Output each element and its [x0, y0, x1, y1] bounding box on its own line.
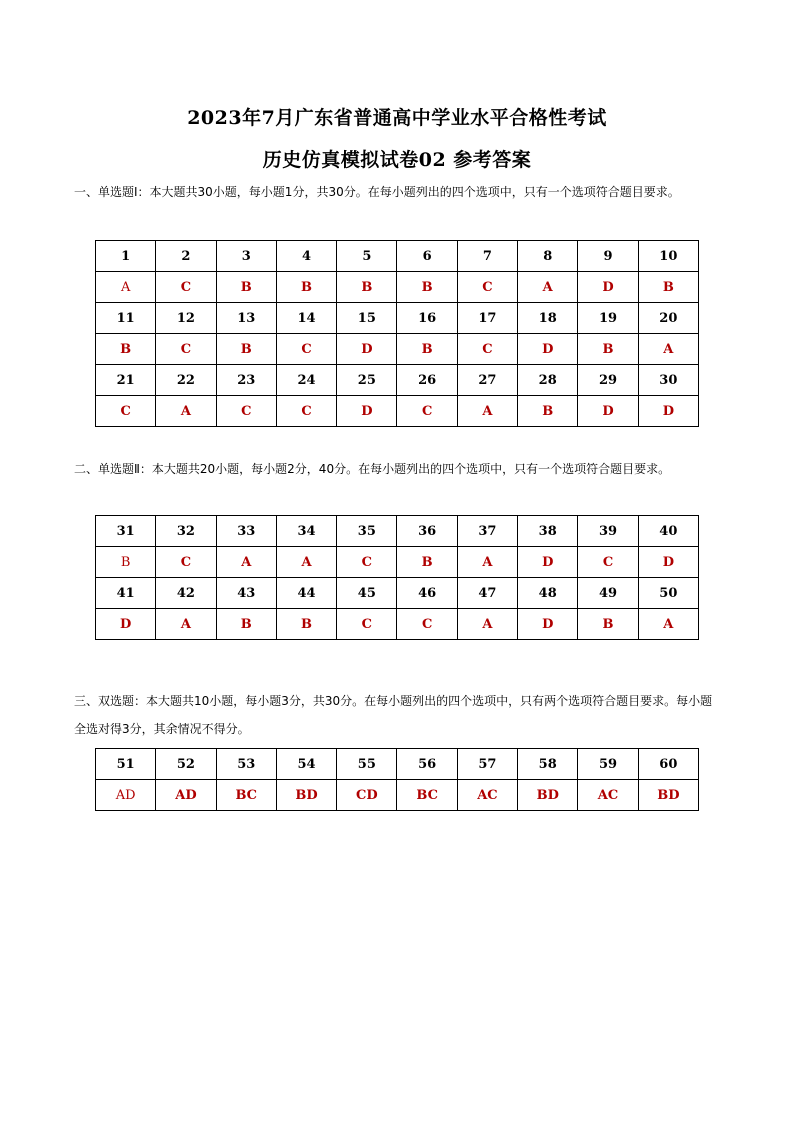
section-1-heading: 一、单选题Ⅰ：本大题共30小题，每小题1分，共30分。在每小题列出的四个选项中，只有一个选项符合题目要求。 — [74, 185, 680, 199]
answer-cell: A — [216, 547, 276, 578]
question-number: 22 — [156, 365, 216, 396]
question-number-row — [96, 578, 699, 609]
question-number: 16 — [397, 303, 457, 334]
question-number: 26 — [397, 365, 457, 396]
answer-cell: D — [518, 609, 578, 640]
answer-cell: A — [457, 547, 517, 578]
question-number: 13 — [216, 303, 276, 334]
answer-cell: B — [397, 334, 457, 365]
question-number: 28 — [518, 365, 578, 396]
answer-cell: B — [638, 272, 698, 303]
answer-row — [96, 272, 699, 303]
question-number-row — [96, 303, 699, 334]
answer-cell: C — [96, 396, 156, 427]
answer-cell: CD — [337, 780, 397, 811]
question-number: 38 — [518, 516, 578, 547]
answer-row — [96, 547, 699, 578]
answer-cell: B — [216, 334, 276, 365]
question-number: 18 — [518, 303, 578, 334]
answer-cell: AC — [457, 780, 517, 811]
answer-row — [96, 780, 699, 811]
answer-cell: BC — [216, 780, 276, 811]
question-number-row — [96, 241, 699, 272]
answer-cell: A — [457, 396, 517, 427]
question-number: 7 — [457, 241, 517, 272]
question-number: 10 — [638, 241, 698, 272]
answer-cell: D — [337, 334, 397, 365]
answer-row — [96, 396, 699, 427]
question-number: 41 — [96, 578, 156, 609]
answer-cell: C — [156, 547, 216, 578]
question-number: 53 — [216, 749, 276, 780]
answer-cell: C — [457, 272, 517, 303]
question-number: 44 — [276, 578, 336, 609]
question-number: 33 — [216, 516, 276, 547]
question-number: 60 — [638, 749, 698, 780]
question-number: 6 — [397, 241, 457, 272]
question-number: 25 — [337, 365, 397, 396]
question-number: 17 — [457, 303, 517, 334]
question-number: 31 — [96, 516, 156, 547]
question-number-row — [96, 749, 699, 780]
answer-cell: C — [276, 396, 336, 427]
question-number: 52 — [156, 749, 216, 780]
answer-cell: B — [578, 609, 638, 640]
answer-cell: A — [156, 609, 216, 640]
section-3-heading: 三、双选题：本大题共10小题，每小题3分，共30分。在每小题列出的四个选项中，只有两个选项符合题目要求。每小题全选对得3分，其余情况不得分。 — [74, 694, 713, 736]
question-number: 56 — [397, 749, 457, 780]
answer-cell: C — [156, 334, 216, 365]
answer-table-section-3 — [95, 748, 699, 811]
question-number: 48 — [518, 578, 578, 609]
question-number: 50 — [638, 578, 698, 609]
question-number: 59 — [578, 749, 638, 780]
answer-cell: C — [337, 547, 397, 578]
question-number: 40 — [638, 516, 698, 547]
question-number: 20 — [638, 303, 698, 334]
answer-cell: B — [216, 609, 276, 640]
question-number: 49 — [578, 578, 638, 609]
question-number-row — [96, 365, 699, 396]
answer-cell: D — [638, 547, 698, 578]
question-number: 45 — [337, 578, 397, 609]
section-2-heading: 二、单选题Ⅱ：本大题共20小题，每小题2分，40分。在每小题列出的四个选项中，只有一个选项符合题目要求。 — [74, 462, 671, 476]
question-number: 30 — [638, 365, 698, 396]
question-number: 55 — [337, 749, 397, 780]
answer-cell: D — [337, 396, 397, 427]
answer-cell: BD — [638, 780, 698, 811]
question-number: 34 — [276, 516, 336, 547]
answer-cell: B — [96, 334, 156, 365]
question-number: 15 — [337, 303, 397, 334]
answer-cell: A — [276, 547, 336, 578]
answer-cell: A — [638, 334, 698, 365]
answer-row — [96, 609, 699, 640]
answer-cell: C — [156, 272, 216, 303]
question-number: 32 — [156, 516, 216, 547]
question-number: 37 — [457, 516, 517, 547]
question-number: 42 — [156, 578, 216, 609]
question-number: 23 — [216, 365, 276, 396]
question-number: 46 — [397, 578, 457, 609]
question-number: 5 — [337, 241, 397, 272]
answer-table-section-1 — [95, 240, 699, 427]
question-number: 12 — [156, 303, 216, 334]
question-number: 36 — [397, 516, 457, 547]
question-number: 9 — [578, 241, 638, 272]
question-number-row — [96, 516, 699, 547]
answer-cell: D — [578, 272, 638, 303]
answer-table-section-2 — [95, 515, 699, 640]
answer-cell: C — [337, 609, 397, 640]
page-title: 2023年7月广东省普通高中学业水平合格性考试 — [187, 107, 607, 129]
answer-cell: C — [457, 334, 517, 365]
answer-cell: BD — [518, 780, 578, 811]
answer-cell: C — [216, 396, 276, 427]
answer-cell: AC — [578, 780, 638, 811]
question-number: 35 — [337, 516, 397, 547]
question-number: 54 — [276, 749, 336, 780]
question-number: 14 — [276, 303, 336, 334]
answer-cell: D — [578, 396, 638, 427]
answer-cell: BC — [397, 780, 457, 811]
question-number: 29 — [578, 365, 638, 396]
question-number: 8 — [518, 241, 578, 272]
answer-cell: B — [337, 272, 397, 303]
answer-cell: AD — [156, 780, 216, 811]
answer-cell: C — [397, 609, 457, 640]
question-number: 43 — [216, 578, 276, 609]
answer-cell: BD — [276, 780, 336, 811]
answer-cell: A — [457, 609, 517, 640]
question-number: 3 — [216, 241, 276, 272]
answer-cell: B — [96, 547, 156, 578]
answer-cell: B — [518, 396, 578, 427]
question-number: 1 — [96, 241, 156, 272]
answer-cell: D — [518, 547, 578, 578]
answer-cell: D — [518, 334, 578, 365]
answer-cell: B — [397, 547, 457, 578]
answer-cell: C — [276, 334, 336, 365]
question-number: 19 — [578, 303, 638, 334]
question-number: 24 — [276, 365, 336, 396]
question-number: 27 — [457, 365, 517, 396]
answer-cell: C — [578, 547, 638, 578]
question-number: 11 — [96, 303, 156, 334]
answer-cell: A — [156, 396, 216, 427]
answer-cell: B — [276, 272, 336, 303]
answer-cell: B — [578, 334, 638, 365]
answer-cell: A — [518, 272, 578, 303]
answer-cell: B — [397, 272, 457, 303]
answer-cell: B — [216, 272, 276, 303]
answer-row — [96, 334, 699, 365]
page-subtitle: 历史仿真模拟试卷02 参考答案 — [262, 149, 532, 171]
question-number: 21 — [96, 365, 156, 396]
question-number: 57 — [457, 749, 517, 780]
answer-cell: B — [276, 609, 336, 640]
answer-cell: A — [96, 272, 156, 303]
answer-cell: D — [96, 609, 156, 640]
answer-cell: A — [638, 609, 698, 640]
question-number: 4 — [276, 241, 336, 272]
answer-cell: AD — [96, 780, 156, 811]
question-number: 2 — [156, 241, 216, 272]
answer-cell: C — [397, 396, 457, 427]
answer-cell: D — [638, 396, 698, 427]
question-number: 51 — [96, 749, 156, 780]
question-number: 39 — [578, 516, 638, 547]
question-number: 58 — [518, 749, 578, 780]
question-number: 47 — [457, 578, 517, 609]
